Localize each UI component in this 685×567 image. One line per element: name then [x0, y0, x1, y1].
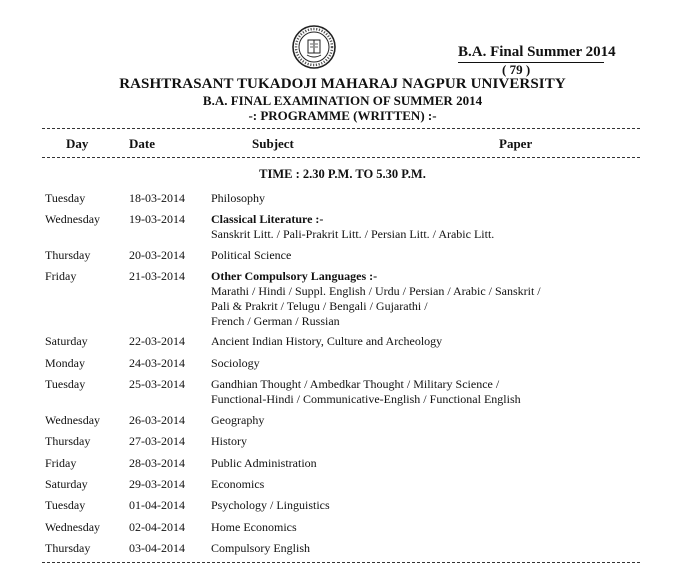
- row-day: Saturday: [45, 477, 88, 491]
- row-date: 22-03-2014: [129, 334, 185, 348]
- row-subject: Classical Literature :-: [211, 212, 324, 226]
- row-subject: Ancient Indian History, Culture and Archeology: [211, 334, 443, 348]
- row-day: Saturday: [45, 334, 88, 348]
- row-day: Monday: [45, 356, 85, 370]
- row-subject: Sociology: [211, 356, 260, 370]
- row-date: 25-03-2014: [129, 377, 185, 391]
- divider-bottom: [42, 562, 640, 563]
- row-subject: Political Science: [211, 248, 292, 262]
- row-subject-line: Pali & Prakrit / Telugu / Bengali / Gujarathi /: [211, 299, 428, 313]
- row-subject: Economics: [211, 477, 265, 491]
- row-date: 19-03-2014: [129, 212, 185, 226]
- row-day: Tuesday: [45, 498, 86, 512]
- university-seal-icon: [291, 24, 337, 70]
- row-day: Friday: [45, 456, 77, 470]
- row-subject: Compulsory English: [211, 541, 311, 555]
- row-day: Thursday: [45, 541, 91, 555]
- row-subject-line: Marathi / Hindi / Suppl. English / Urdu / Persian / Arabic / Sanskrit /: [211, 284, 541, 298]
- column-header-paper: Paper: [499, 136, 533, 151]
- row-subject: History: [211, 434, 247, 448]
- row-day: Tuesday: [45, 377, 86, 391]
- row-date: 20-03-2014: [129, 248, 185, 262]
- column-header-subject: Subject: [252, 136, 294, 151]
- column-header-date: Date: [129, 136, 155, 151]
- row-day: Friday: [45, 269, 77, 283]
- divider-header: [42, 157, 640, 158]
- row-day: Thursday: [45, 434, 91, 448]
- row-date: 28-03-2014: [129, 456, 185, 470]
- row-subject: Other Compulsory Languages :-: [211, 269, 378, 283]
- row-subject-line: Sanskrit Litt. / Pali-Prakrit Litt. / Persian Litt. / Arabic Litt.: [211, 227, 495, 241]
- row-day: Thursday: [45, 248, 91, 262]
- row-subject: Public Administration: [211, 456, 317, 470]
- paper-code-number: ( 79 ): [502, 62, 531, 77]
- row-day: Wednesday: [45, 212, 101, 226]
- column-header-day: Day: [66, 136, 89, 151]
- row-subject: Psychology / Linguistics: [211, 498, 330, 512]
- row-date: 27-03-2014: [129, 434, 185, 448]
- row-subject: Geography: [211, 413, 265, 427]
- row-date: 01-04-2014: [129, 498, 185, 512]
- row-day: Tuesday: [45, 191, 86, 205]
- university-name: RASHTRASANT TUKADOJI MAHARAJ NAGPUR UNIVERSITY: [119, 76, 566, 92]
- row-date: 29-03-2014: [129, 477, 185, 491]
- row-subject: Home Economics: [211, 520, 297, 534]
- exam-title: B.A. FINAL EXAMINATION OF SUMMER 2014: [202, 93, 483, 108]
- divider-top: [42, 128, 640, 129]
- row-subject: Gandhian Thought / Ambedkar Thought / Military Science /: [211, 377, 500, 391]
- programme-title: -: PROGRAMME (WRITTEN) :-: [248, 108, 437, 123]
- row-date: 24-03-2014: [129, 356, 185, 370]
- row-subject-line: French / German / Russian: [211, 314, 340, 328]
- paper-code-title: B.A. Final Summer 2014: [458, 44, 616, 60]
- title-underline: [458, 62, 604, 63]
- row-date: 18-03-2014: [129, 191, 185, 205]
- row-date: 03-04-2014: [129, 541, 185, 555]
- row-subject: Philosophy: [211, 191, 266, 205]
- time-slot: TIME : 2.30 P.M. TO 5.30 P.M.: [259, 167, 426, 181]
- row-date: 21-03-2014: [129, 269, 185, 283]
- row-day: Wednesday: [45, 520, 101, 534]
- row-date: 26-03-2014: [129, 413, 185, 427]
- row-day: Wednesday: [45, 413, 101, 427]
- row-subject-line: Functional-Hindi / Communicative-English / Functional English: [211, 392, 521, 406]
- row-date: 02-04-2014: [129, 520, 185, 534]
